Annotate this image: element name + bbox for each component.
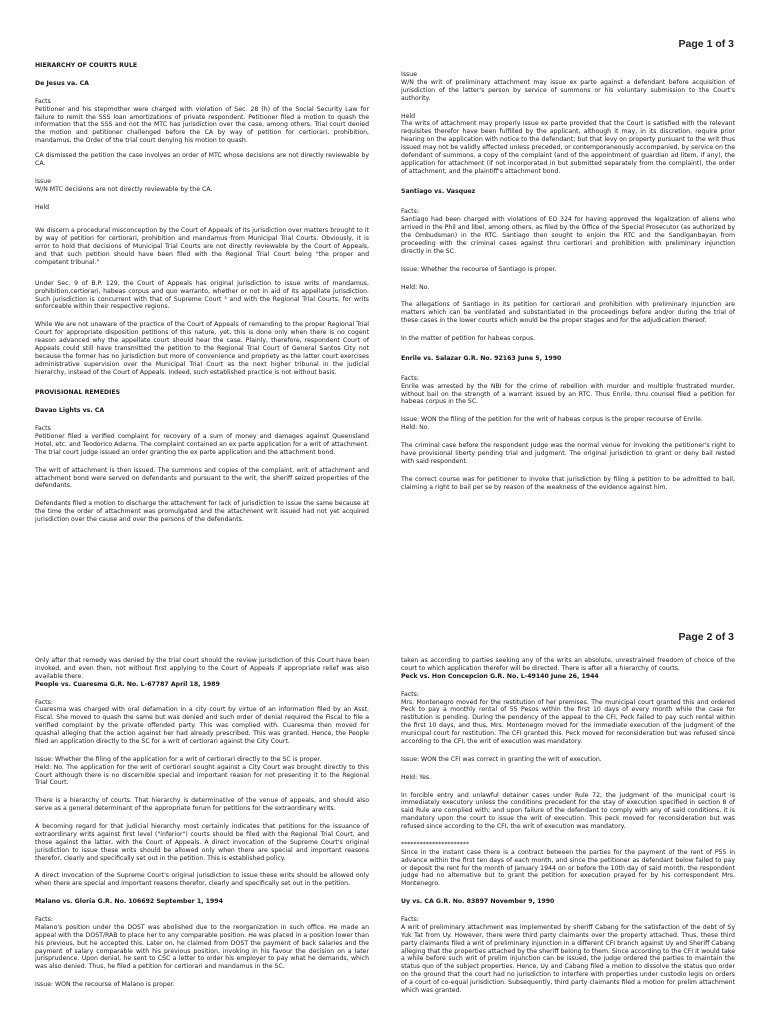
case-issue: Issue: Whether the filing of the application for a writ of certiorari directly to the SC is proper.	[35, 755, 322, 763]
case-issue: W/N the writ of preliminary attachment may issue ex parte against a defendant before acquisition of jurisdiction of the latter's person by service of summons or his voluntary submission to the Court's authority.	[401, 78, 735, 102]
case-held: The criminal case before the respondent Judge was the normal venue for invoking the petitioner's right to have provisional liberty pending trial and judgment. The original jurisdiction to grant or deny bail rested with said respondent.	[401, 442, 735, 465]
case-facts: The writ of attachment is then issued. The summons and copies of the complaint, writ of attachment and attachment bond were served on defendants and pursuant to the writ, the sheriff seized properties of the defendants.	[35, 466, 369, 490]
case-held: We discern a procedural misconception by the Court of Appeals of its jurisdiction over matters brought to it by way of petition for certiorari, prohibition and mandamus from Municipal Trial Courts. Obviously, it is error to hold that decisions of Municipal Trial Courts are not directly reviewable by the Court of Appeals, and that such petition should have been filed with the Regional Trial Court being "the proper and competent tribunal."	[35, 227, 369, 266]
issue-label: Issue	[401, 71, 418, 78]
case-facts: Petitioner filed a verified complaint for recovery of a sum of money and damages against Queensland Hotel, etc. and Teodorico Adarna. The complaint contained an ex parte application for a writ of attachment. The trial court judge issued an order granting the ex parte application and the attachment bond.	[35, 433, 369, 456]
case-held: While We are not unaware of the practice of the Court of Appeals of remanding to the proper Regional Trial Court for appropriate disposition petitions of this nature, yet, this is done only when there is no cogent reason advanced why the appellate court should hear the case. Plainly, therefore, respondent Court of Appeals could still have transmitted the petition to the Regional Trial Court of General Santos City not because the former has no jurisdiction but more of convenience and propriety as the latter court exercises administrative supervision over the Municipal Trial Court as the next higher tribunal in the judicial hierarchy, instead of the Court of Appeals. Indeed, such established practice is not without basis.	[35, 321, 369, 376]
case-facts: Cuaresma was charged with oral defamation in a city court by virtue of an information filed by an Asst. Fiscal. She moved to quash the same but was denied and such order of denial required the Fiscal to file a verified complaint by the private offended party. This was complied with. Cuaresma then moved for quashal alleging that the action against her had already prescribed. This was granted. Hence, the People filed an application directly to the SC for a writ of certiorari against the City Court.	[35, 706, 369, 745]
page-2-right-column	[401, 657, 735, 1024]
facts-label: Facts	[35, 97, 51, 105]
case-issue: W/N MTC decisions are not directly reviewable by the CA.	[35, 185, 213, 193]
case-held: In forcible entry and unlawful detainer cases under Rule 72, the judgment of the municipal court is immediately executory unless the conditions precedent for the stay of execution specified in section 8 of said Rule are complied with; and upon failure of the defendant to comply with any of said conditions, it is mandatory upon the court to issue the writ of execution. This peck moved for reconsideration but was refused since according to the CFI, the writ of execution was mandatory.	[401, 791, 735, 830]
facts-label: Facts:	[401, 916, 419, 923]
case-facts: Mrs. Montenegro moved for the restitution of her premises. The municipal court granted this and ordered Peck to pay a monthly rental of 55 Pesos within the first 10 days of every month while the case for restitution is pending. During the pendency of the appeal to the CFI, Peck failed to pay such rental within the first 10 days, and thus, Mrs. Montenegro moved for the immediate execution of the judgment of the municipal court for restitution. The CFI granted this. Peck moved for reconsideration but was refused since according to the CFI, the writ of execution was mandatory.	[401, 698, 735, 745]
issue-label: Issue	[35, 177, 52, 185]
held-label: Held	[401, 112, 416, 120]
page-2-left-column	[35, 657, 369, 1024]
case-held: Held: No.	[401, 424, 430, 432]
case-held: Held: Yes.	[401, 773, 432, 781]
case-issue: Issue: WON the CFI was correct in granting the writ of execution.	[401, 755, 602, 763]
case-title-malano: Malano vs. Gloria G.R. No. 106692 September 1, 1994	[35, 898, 223, 906]
facts-label: Facts	[35, 425, 51, 433]
case-held: Held: No. The application for the writ of certiorari sought against a City Court was brought directly to this Court although there is no discernible special and important reason for not presenting it to the Regional Trial Court.	[35, 763, 369, 787]
facts-label: Facts:	[35, 698, 53, 706]
section-title-provisional: PROVISIONAL REMEDIES	[35, 389, 121, 397]
case-held: The correct course was for petitioner to invoke that jurisdiction by filing a petition to be admitted to bail, claiming a right to bail per se by reason of the weakness of the evidence against him.	[401, 475, 735, 491]
case-held: The allegations of Santiago in its petition for certiorari and prohibition with preliminary injunction are matters which can be ventilated and substantiated in the proceedings before and/or during the trial of these cases in the lower courts which would be the proper stages and for the adjudication thereof.	[401, 301, 735, 325]
case-held: The writs of attachment may properly issue ex parte provided that the Court is satisfied with the relevant requisites therefor have been fulfilled by the applicant, although it may, in its discretion, require prior hearing on the application with notice to the defendant; but that levy on property pursuant to the writ thus issued may not be validly effected unless preceded, or contemporaneously accompanied, by service on the defendant of summons, a copy of the complaint (and of the appointment of guardian ad litem, if any), the application for attachment (if not incorporated in but submitted separately from the complaint), the order of attachment, and the plaintiff's attachment bond.	[401, 120, 735, 175]
page-1-left-column	[35, 62, 369, 531]
case-facts: A writ of preliminary attachment was implemented by sheriff Cabang for the satisfaction of the debt of Sy Yuk Tat from Uy. However, there were third party claimants over the property attached. Thus, these third party claimants filed a writ of preliminary injunction in a different CFI branch against Uy and Sheriff Cabang alleging that the properties attached by the sheriff belong to them. Since according to the CFI it would take a while before such writ of prelim injunction can be issued, the judge ordered the parties to maintain the status quo of the subject properties. Hence, Uy and Cabang filed a motion to dissolve the status quo order on the ground that the court had no jurisdiction to interfere with properties under custodio legis on orders of a court of co-equal jurisdiction. Subsequently, third party claimants filed a motion for prelim attachment which was granted.	[401, 923, 735, 994]
facts-label: Facts:	[401, 374, 419, 382]
case-held: A direct invocation of the Supreme Court's original jurisdiction to issue these writs should be allowed only when there are special and important reasons therefor, clearly and specifically set out in the petition.	[35, 872, 369, 888]
case-facts: Santiago had been charged with violations of EO 324 for having approved the legalization of aliens who arrived in the Phil and libel, among others, as filed by the Office of the Special Prosecutor (as authorized by the Ombudsman) in the RTC. Santiago then sought to enjoin the RTC and the Sandiganbayan from proceeding with the criminal cases against thru certiorari and prohibition with preliminary injunction directly in the SC.	[401, 216, 735, 255]
case-facts: Defendants filed a motion to discharge the attachment for lack of jurisdiction to issue the same because at the time the order of attachment was promulgated and the attachment writ issued had not yet acquired jurisdiction over the cause and over the persons of the defendants.	[35, 500, 369, 523]
case-title-cuaresma: People vs. Cuaresma G.R. No. L-67787 April 18, 1989	[35, 680, 220, 688]
case-paragraph: In the matter of petition for habeas corpus.	[401, 335, 536, 342]
case-held: There is a hierarchy of courts. That hierarchy is determinative of the venue of appeals, and should also serve as a general determinant of the appropriate forum for petitions for the extraordinary writs.	[35, 797, 369, 813]
case-title-uy: Uy vs. CA G.R. No. 83897 November 9, 1990	[401, 898, 555, 906]
case-paragraph: taken as according to parties seeking any of the writs an absolute, unrestrained freedom of choice of the court to which application therefor will be directed. There is after all a hierarchy of courts.	[401, 657, 735, 672]
case-facts: Petitioner and his stepmother were charged with violation of Sec. 28 (h) of the Social Security Law for failure to remit the SSS loan amortizations of private respondent. Petitioner filed a motion to quash the Information that the SSS and not the MTC has jurisdiction over the case, among others. Trial court denied the motion and petitioner challenged before the CA by way of petition for certiorari, prohibition, mandamus, the Order of the trial court denying his motion to quash.	[35, 105, 369, 145]
section-title-hierarchy: HIERARCHY OF COURTS RULE	[35, 62, 138, 69]
case-paragraph: CA dismissed the petition the case involves an order of MTC whose decisions are not directly reviewable by CA.	[35, 152, 369, 167]
case-facts: Malano's position under the DOST was abolished due to the reorganization in such office. He made an appeal with the DOST/RAB to place her to any comparable position. He was placed in a position lower than his previous, but he accepted this. Later on, he claimed from DOST the payment of back salaries and the payment of salary comparable with his previous position, invoking in his favour the decision on a later jurisprudence. Upon denial, he sent to CSC a letter to order his employer to pay what he demands, which was also denied. Thus, he filed a petition for certiorari and mandamus in the SC.	[35, 923, 369, 971]
facts-label: Facts:	[401, 690, 419, 698]
page-2-number: Page 2 of 3	[678, 631, 734, 643]
case-facts: Enrile was arrested by the NBI for the crime of rebellion with murder and multiple frustrated murder, without bail on the strength of a warrant issued by an RTC. Thus Enrile, thru counsel filed a petition for habeas corpus in the SC.	[401, 382, 735, 406]
case-title-de-jesus: De Jesus va. CA	[35, 79, 89, 87]
case-issue: Issue: Whether the recourse of Santiago is proper.	[401, 265, 557, 273]
case-held: Under Sec. 9 of B.P. 129, the Court of Appeals has original jurisdiction to issue writs of mandamus, prohibition,certiorari, habeas corpus and quo warranto, whether or not in aid of its appellate jurisdiction. Such jurisdiction is concurrent with that of Supreme Court ³ and with the Regional Trial Courts, for writs enforceable within their respective regions.	[35, 279, 369, 311]
separator-stars: **********************	[401, 840, 470, 848]
case-held: Held: No.	[401, 283, 430, 291]
case-held: Since in the instant case there is a contract between the parties for the payment of the rent of P55 in advance within the first ten days of each month, and since the petitioner as defendant below failed to pay or deposit the rent for the month of January 1944 on or before the 10th day of said month, the respondent judge had no alternative but to grant the petition for execution prayed for by his correspondent Mrs. Montenegro.	[401, 848, 735, 888]
held-label: Held	[35, 203, 50, 211]
case-title-peck: Peck vs. Hon Concepcion G.R. No. L-49140 June 26, 1944	[401, 672, 599, 680]
case-issue: Issue: WON the recourse of Malano is proper.	[35, 981, 175, 989]
case-title-enrile: Enrile vs. Salazar G.R. No. 92163 June 5, 1990	[401, 354, 562, 362]
facts-label: Facts:	[35, 916, 53, 923]
case-title-santiago: Santiago vs. Vasquez	[401, 187, 476, 195]
case-issue: Issue: WON the filing of the petition for the writ of habeas corpus is the proper recourse of Enrile.	[401, 416, 703, 424]
page-1-right-column	[401, 71, 735, 498]
facts-label: Facts:	[401, 208, 419, 216]
case-held: A becoming regard for that judicial hierarchy most certainly indicates that petitions for the issuance of extraordinary writs against first level ("inferior") courts should be filed with the Regional Trial Court, and those against the latter, with the Court of Appeals. A direct invocation of the Supreme Court's original jurisdiction to issue these writs should be allowed only when there are special and important reasons therefor, clearly and specifically set out in the petition. This is established policy.	[35, 823, 369, 862]
case-title-davao: Davao Lights vs. CA	[35, 407, 105, 415]
page-1-number: Page 1 of 3	[678, 38, 734, 50]
case-paragraph: Only after that remedy was denied by the trial court should the review jurisdiction of this Court have been invoked, and even then, not without first applying to the Court of Appeals if appropriate relief was also available there.	[35, 657, 369, 680]
